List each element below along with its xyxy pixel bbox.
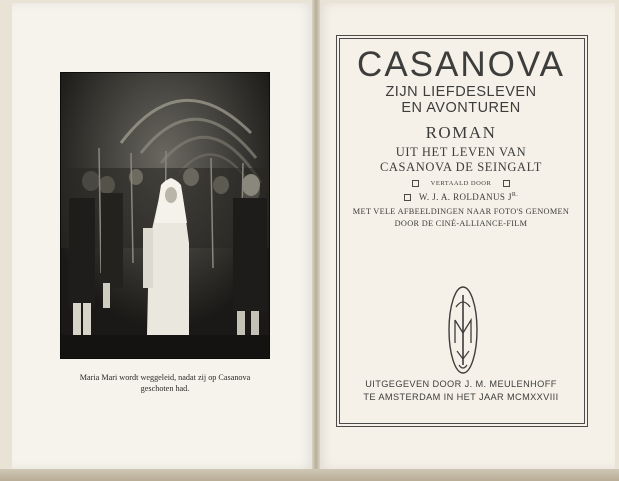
images-line-1: MET VELE AFBEELDINGEN NAAR FOTO'S GENOMEN [352,207,570,216]
frontispiece-photo [60,72,270,359]
photo-caption [58,372,272,394]
translated-by-row [339,179,583,188]
genre-label: ROMAN [425,123,497,142]
square-ornament-icon [404,194,411,201]
uit-line-2: CASANOVA DE SEINGALT [379,160,543,174]
book-gutter [312,0,320,481]
square-ornament-icon [412,180,419,187]
uit-line-1: UIT HET LEVEN VAN [395,145,527,159]
translator-suffix: R. [511,192,519,198]
translated-by-label: VERTAALD DOOR [430,180,492,187]
book-title: CASANOVA [357,45,565,84]
translator-name: W. J. A. ROLDANUS J [418,192,512,202]
publisher-line-2: TE AMSTERDAM IN HET JAAR MCMXXVIII [363,392,559,402]
caption-line-2: geschoten had. [140,384,190,393]
images-line-2: DOOR DE CINÉ-ALLIANCE-FILM [394,219,528,228]
caption-line-1: Maria Mari wordt weggeleid, nadat zij op Casanova [79,373,251,382]
page-edge [0,469,619,481]
subtitle-line-1: ZIJN LIEFDESLEVEN [385,84,537,100]
publisher-line-1: UITGEGEVEN DOOR J. M. MEULENHOFF [365,379,557,389]
monogram-jmm-icon [447,285,479,375]
square-ornament-icon [503,180,510,187]
translator-row [339,190,583,203]
subtitle-line-2: EN AVONTUREN [401,100,521,116]
